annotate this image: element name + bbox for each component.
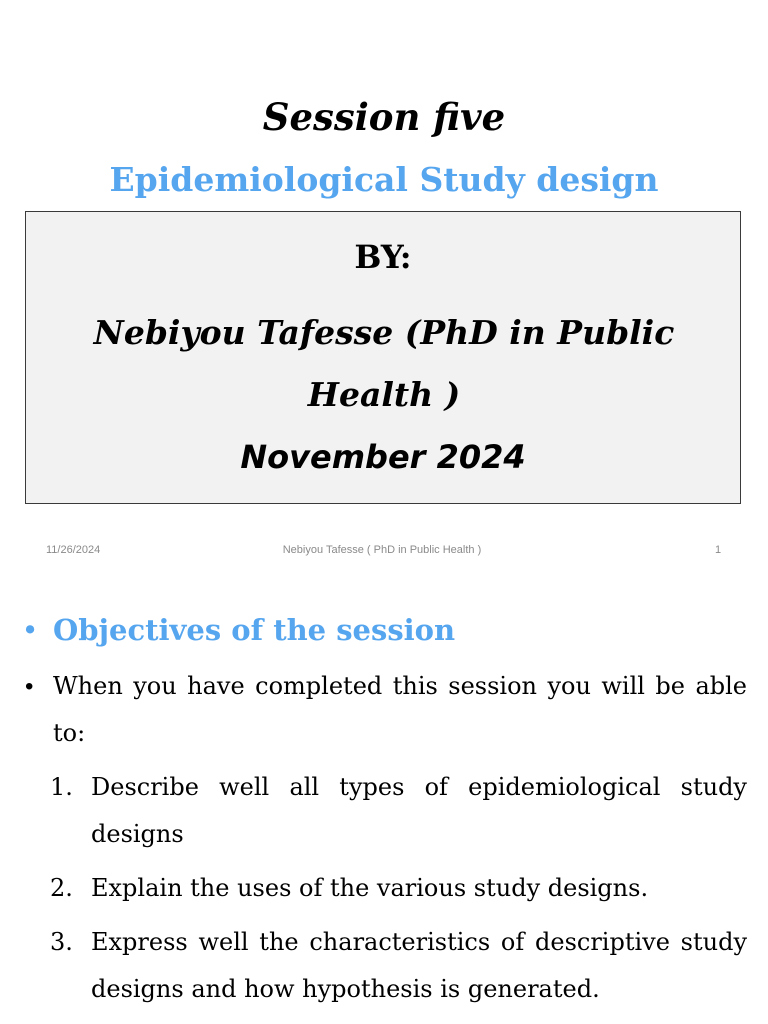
presentation-date: November 2024	[240, 438, 526, 476]
bullet-icon: •	[25, 673, 34, 700]
list-item-text: Express well the characteristics of descriptive study designs and how hypothesis is generated.	[91, 928, 747, 1003]
bullet-icon: •	[25, 614, 36, 646]
list-item-number: 3.	[50, 928, 73, 956]
author-name: Nebiyou Tafesse (PhD in Public Health )	[93, 313, 675, 414]
objectives-heading-text: Objectives of the session	[53, 613, 456, 647]
list-item	[50, 919, 747, 1013]
list-item-text: Describe well all types of epidemiological study designs	[91, 773, 747, 848]
footer-date: 11/26/2024	[46, 544, 101, 556]
footer-author: Nebiyou Tafesse ( PhD in Public Health )	[282, 544, 482, 556]
objectives-intro	[25, 663, 747, 757]
author-box	[25, 211, 741, 504]
objectives-intro-text: When you have completed this session you will be able to:	[53, 672, 747, 747]
list-item	[50, 764, 747, 858]
footer-page-number: 1	[715, 544, 722, 556]
list-item	[50, 865, 747, 912]
objectives-list	[50, 764, 747, 1020]
slide-title: Session five	[262, 95, 506, 139]
list-item-text: Explain the uses of the various study designs.	[91, 874, 649, 902]
list-item-number: 1.	[50, 773, 73, 801]
objectives-slide	[0, 576, 768, 1024]
slide-subtitle: Epidemiological Study design	[109, 160, 659, 199]
by-label: BY:	[354, 238, 412, 276]
list-item-number: 2.	[50, 874, 73, 902]
